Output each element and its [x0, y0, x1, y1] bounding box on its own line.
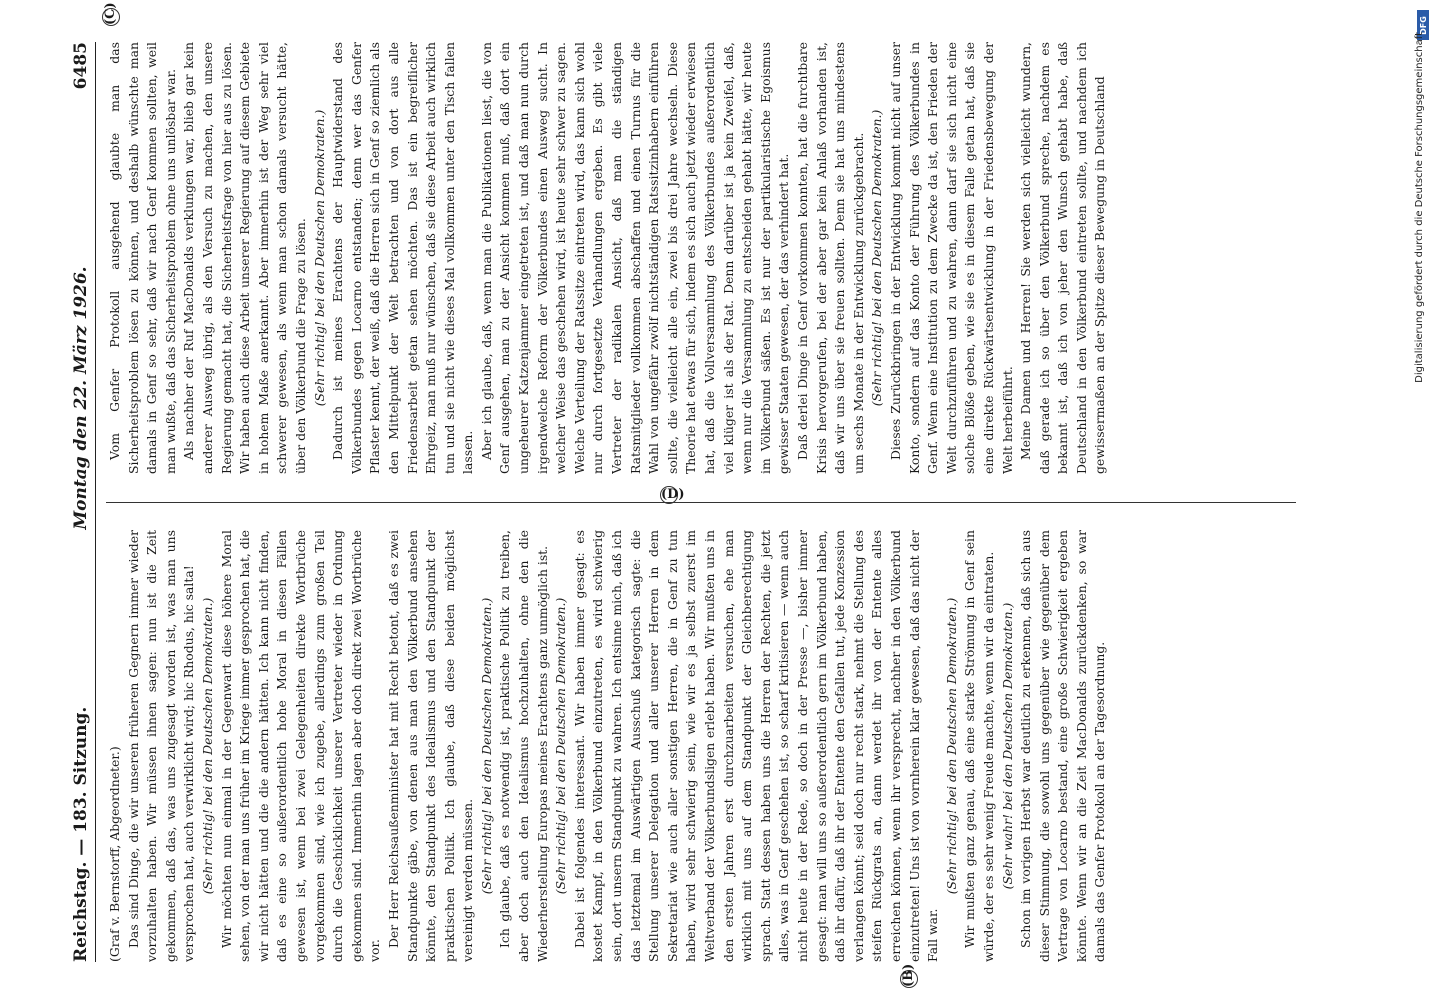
page-header — [62, 42, 96, 962]
digitization-credit — [1412, 8, 1432, 992]
interjection: (Sehr richtig! bei den Deutschen Demokraten.) — [311, 109, 327, 407]
paragraph: Dabei ist folgendes interessant. Wir haben immer gesagt: es kostet Kampf, in den Völkerbund einzutreten, es wird schwierig sein, dort unsern Standpunkt zu wahren. Ich entsinne mich, daß ich das letztemal im Auswärtigen Ausschuß kategorisch sagte: die Stellung unserer Delegation und aller unserer Herren in dem Sekretariat wie auch aller sonstigen Herren, die in Genf zu tun haben, wird sehr schwierig sein, wie wir es ja selbst zuerst im Weltverband der Völkerbundsligen erlebt haben. Wir mußten uns in den ersten Jahren erst durchzuarbeiten versuchen, ehe man wirklich mit uns auf dem Standpunkt der Gleichberechtigung sprach. Statt dessen haben uns die Herren der Rechten, die jetzt alles, was in Genf geschehen ist, so scharf kritisieren — wenn auch nicht heute in der Rede, so doch in der Presse —, bisher immer gesagt: man will uns so außerordentlich gern im Völkerbund haben, daß ihr dafür, daß ihr der Entente den Gefallen tut, jede Konzession verlangen könnt; seid doch nur recht stark, nehmt die Stellung des steifen Rückgrats an, dann werdet ihr von der Entente alles erreichen können, wenn ihr versprecht, nachher in den Völkerbund einzutreten! Uns ist von vornherein klar gewesen, daß das nicht der Fall war. — [571, 530, 941, 962]
interjection: (Sehr richtig! bei den Deutschen Demokraten.) — [553, 597, 569, 895]
column-divider — [106, 502, 1296, 503]
paragraph: Der Herr Reichsaußenminister hat mit Recht betont, daß es zwei Standpunkte gäbe, von denen aus man den Völkerbund ansehen könnte, den Standpunkt des Idealismus und den Standpunkt der praktischen Politik. Ich glaube, daß diese beiden möglichst vereinigt werden müssen. — [385, 530, 476, 962]
left-column — [106, 530, 1296, 962]
paragraph: Aber ich glaube, daß, wenn man die Publikationen liest, die von Genf ausgehen, man zu der Ansicht kommen muß, daß dort ein ungeheurer Katzenjammer eingetreten ist, und daß man nun durch irgendwelche Reform der Völkerbundes einen Ausweg sucht. In welcher Weise das geschehen wird, ist heute sehr schwer zu sagen. Welche Verteilung der Ratssitze eintreten wird, das kann sich wohl nur durch fortgesetzte Verhandlungen ergeben. Es gibt viele Vertreter der radikalen Ansicht, daß man die ständigen Ratsmitglieder vollkommen abschaffen und einen Turnus für die Wahl von ungefähr zwölf nichtständigen Ratssitzinhabern einführen sollte, die vielleicht alle ein, zwei bis drei Jahre wechseln. Diese Theorie hat etwas für sich, indem es sich auch jetzt wieder erwiesen hat, daß die Vollversammlung des Völkerbundes außerordentlich viel klüger ist als der Rat. Denn darüber ist ja kein Zweifel, daß, wenn nur die Versammlung zu entscheiden gehabt hätte, wir heute im Völkerbund säßen. Es ist nur der partikularistische Egoismus gewisser Staaten gewesen, der das verhindert hat. — [478, 42, 792, 474]
interjection: (Sehr wahr! bei den Deutschen Demokraten.) — [999, 602, 1015, 890]
interjection: (Sehr richtig! bei den Deutschen Demokraten.) — [869, 109, 885, 407]
interjection: (Sehr richtig! bei den Deutschen Demokraten.) — [943, 597, 959, 895]
paragraph: Schon im vorigen Herbst war deutlich zu erkennen, daß sich aus dieser Stimmung, die sowohl uns gegenüber wie gegenüber dem Vertrage von Locarno bestand, eine große Schwierigkeit ergeben könnte. Wenn wir an die Zeit MacDonalds zurückdenken, so war damals das Genfer Protokoll an der Tagesordnung. — [1018, 530, 1108, 962]
paragraph: Dadurch ist meines Erachtens der Hauptwiderstand des Völkerbundes gegen Locarno entstanden; denn wer das Genfer Pflaster kennt, der weiß, daß die Herren sich in Genf so ziemlich als den Mittelpunkt der Welt betrachten und von dort aus alle Friedensarbeit getan sehen möchten. Das ist ein begreiflicher Ehrgeiz, man muß nur wünschen, daß sie diese Arbeit auch wirklich tun und sie nicht wie dieses Mal vollkommen unter den Tisch fallen lassen. — [330, 42, 476, 474]
rotated-page — [62, 2, 1302, 987]
header-date: Montag den 22. März 1926. — [71, 266, 91, 530]
paragraph: Dieses Zurückbringen in der Entwicklung kommt nicht auf unser Konto, sondern auf das Konto der Führung des Völkerbundes in Genf. Wenn eine Institution zu dem Zwecke da ist, den Frieden der Welt durchzuführen und zu wahren, dann darf sie sich nicht eine solche Blöße geben, wie sie es in diesem Falle getan hat, daß sie eine direkte Rückwärtsentwicklung in der Friedensbewegung der Welt herbeiführt. — [887, 42, 1015, 474]
margin-marker-c: (C) — [103, 2, 118, 25]
credit-text: Digitalisierung gefördert durch die Deutsche Forschungsgemeinschaft — [1414, 32, 1425, 383]
margin-marker-d: (D) — [661, 487, 685, 502]
right-column — [106, 42, 1296, 474]
interjection: (Sehr richtig! bei den Deutschen Demokraten.) — [199, 597, 215, 895]
paragraph: Vom Genfer Protokoll ausgehend glaubte man das Sicherheitsproblem lösen zu können, und deshalb wünschte man damals in Genf so sehr, daß wir nach Genf kommen sollten, weil man wußte, daß das Sicherheitsproblem ohne uns unlösbar war. — [107, 42, 178, 474]
dfg-logo: DFG — [1417, 10, 1429, 40]
paragraph: Wir möchten nun einmal in der Gegenwart diese höhere Moral sehen, von der man uns früher im Kriege immer gesprochen hat, die wir nicht hätten und die die andern hätten. Ich kann nicht finden, daß es eine so außerordentlich hohe Moral in diesen Fällen gewesen ist, wenn bei zwei Gelegenheiten direkte Wortbrüche vorgekommen sind, wie ich zugebe, allerdings zum großen Teil durch die Geschicklichkeit unserer Vertreter wieder in Ordnung gekommen sind. Immerhin lagen aber doch direkt zwei Wortbrüche vor. — [218, 530, 383, 962]
paragraph: Wir mußten ganz genau, daß eine starke Strömung in Genf sein würde, der es sehr wenig Freude machte, wenn wir da eintraten. — [962, 530, 996, 962]
margin-marker-b: (B) — [901, 963, 916, 987]
page-number: 6485 — [71, 42, 91, 90]
paragraph: Das sind Dinge, die wir unseren früheren Gegnern immer wieder vorzuhalten haben. Wir müssen ihnen sagen: nun ist die Zeit gekommen, daß das, was uns zugesagt worden ist, was man uns versprochen hat, auch verwirklicht wird; hic Rhodus, hic salta! — [125, 530, 197, 962]
paragraph: Meine Damen und Herren! Sie werden sich vielleicht wundern, daß gerade ich so über den Völkerbund spreche, nachdem es bekannt ist, daß ich von jeher den Wunsch gehabt habe, daß Deutschland in den Völkerbund eintreten sollte, und nachdem ich gewissermaßen an der Spitze dieser Bewegung in Deutschland — [1018, 42, 1108, 474]
header-session: Reichstag. — 183. Sitzung. — [71, 706, 91, 962]
paragraph: Ich glaube, daß es notwendig ist, praktische Politik zu treiben, aber doch auch den Idealismus hochzuhalten, ohne den die Wiederherstellung Europas meines Erachtens ganz unmöglich ist. — [497, 530, 550, 962]
paragraph: Als nachher der Ruf MacDonalds verklungen war, blieb gar kein anderer Ausweg übrig, als den Versuch zu machen, den unsere Regierung gemacht hat, die Sicherheitsfrage von hier aus zu lösen. Wir haben auch diese Arbeit unserer Regierung auf diesem Gebiete in hohem Maße anerkannt. Aber immerhin ist der Weg sehr viel schwerer gewesen, als wenn man schon damals versucht hätte, über den Völkerbund die Frage zu lösen. — [181, 42, 308, 474]
speaker-line: (Graf v. Bernstorff, Abgeordneter.) — [107, 746, 122, 962]
paragraph: Daß derlei Dinge in Genf vorkommen konnten, hat die furchtbare Krisis hervorgerufen, bei der aber gar kein Anlaß vorhanden ist, daß wir uns über sie freuen sollten. Denn sie hat uns mindestens um sechs Monate in der Entwicklung zurückgebracht. — [794, 42, 866, 474]
interjection: (Sehr richtig! bei den Deutschen Demokraten.) — [478, 597, 494, 895]
